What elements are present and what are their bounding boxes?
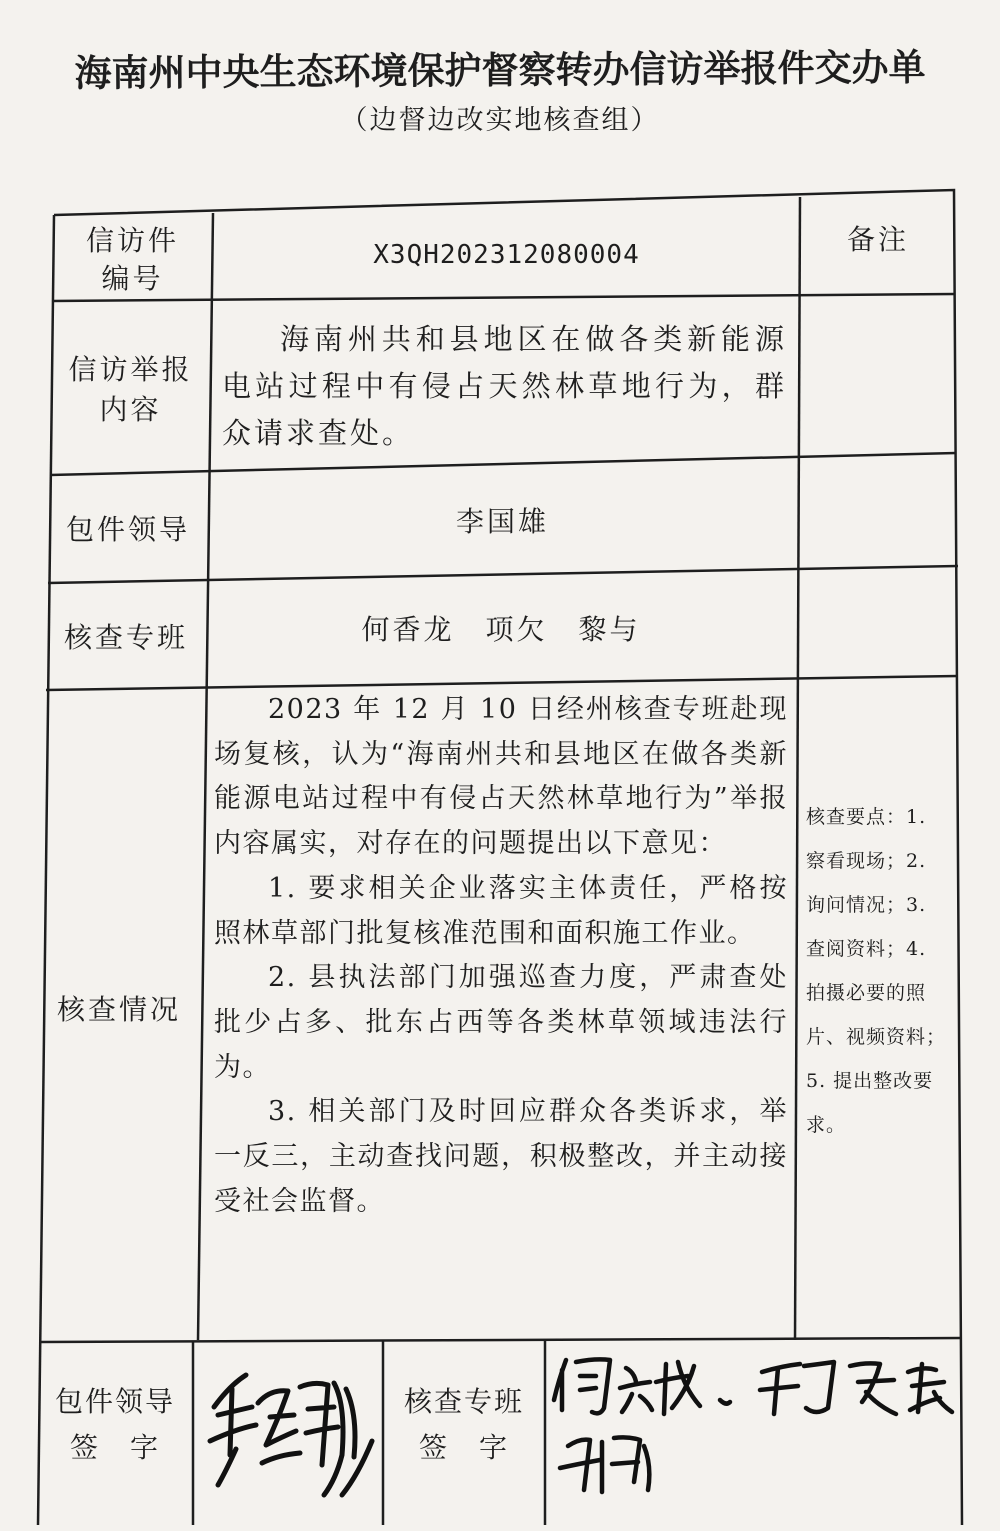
case-no-label [55, 220, 210, 300]
team-sign-label [386, 1370, 542, 1480]
team-sign-label-line2: 签 字 [418, 1431, 509, 1464]
leader-signature-drawing [196, 1345, 381, 1520]
check-notes: 核查要点：1. 察看现场；2. 询问情况；3. 查阅资料；4. 拍摄必要的照片、视频资料；5. 提出整改要求。 [806, 806, 947, 1136]
leader-name: 李国雄 [455, 505, 549, 538]
page-subtitle: （边督边改实地核查组） [340, 105, 660, 136]
case-no-label-line2: 编号 [101, 262, 164, 295]
team-signature [548, 1342, 958, 1522]
team-sign-label-line1: 核查专班 [403, 1385, 524, 1418]
leader-label: 包件领导 [65, 513, 190, 546]
leader-sign-label-line1: 包件领导 [54, 1385, 175, 1418]
content-label [53, 340, 208, 440]
leader-sign-label [40, 1370, 190, 1480]
check-paragraph-1: 2023 年 12 月 10 日经州核查专班赴现场复核，认为“海南州共和县地区在做各类新能源电站过程中有侵占天然林草地行为”举报内容属实，对存在的问题提出以下意见： [214, 694, 788, 860]
team-label: 核查专班 [63, 621, 188, 654]
case-no-label-line1: 信访件 [85, 224, 179, 257]
check-paragraph-2: 1. 要求相关企业落实主体责任，严格按照林草部门批复核准范围和面积施工作业。 [214, 872, 788, 949]
report-content-text: 海南州共和县地区在做各类新能源电站过程中有侵占天然林草地行为，群众请求查处。 [222, 322, 787, 450]
check-content [214, 688, 788, 1328]
check-label: 核查情况 [56, 993, 181, 1026]
content-label-line1: 信访举报 [68, 353, 193, 386]
report-content [222, 316, 787, 456]
leader-sign-label-line2: 签 字 [69, 1431, 160, 1464]
leader-signature [196, 1345, 381, 1520]
case-number: X3QH202312080004 [373, 240, 640, 270]
team-signature-drawing [548, 1342, 958, 1522]
check-paragraph-3: 2. 县执法部门加强巡查力度，严肃查处批少占多、批东占西等各类林草领域违法行为。 [214, 962, 788, 1083]
remarks-label: 备注 [846, 223, 909, 256]
content-label-line2: 内容 [99, 393, 162, 426]
page-title: 海南州中央生态环境保护督察转办信访举报件交办单 [74, 46, 926, 95]
check-paragraph-4: 3. 相关部门及时回应群众各类诉求，举一反三，主动查找问题，积极整改，并主动接受社会监督。 [214, 1096, 788, 1217]
team-names: 何香龙 项欠 黎与 [361, 613, 641, 646]
